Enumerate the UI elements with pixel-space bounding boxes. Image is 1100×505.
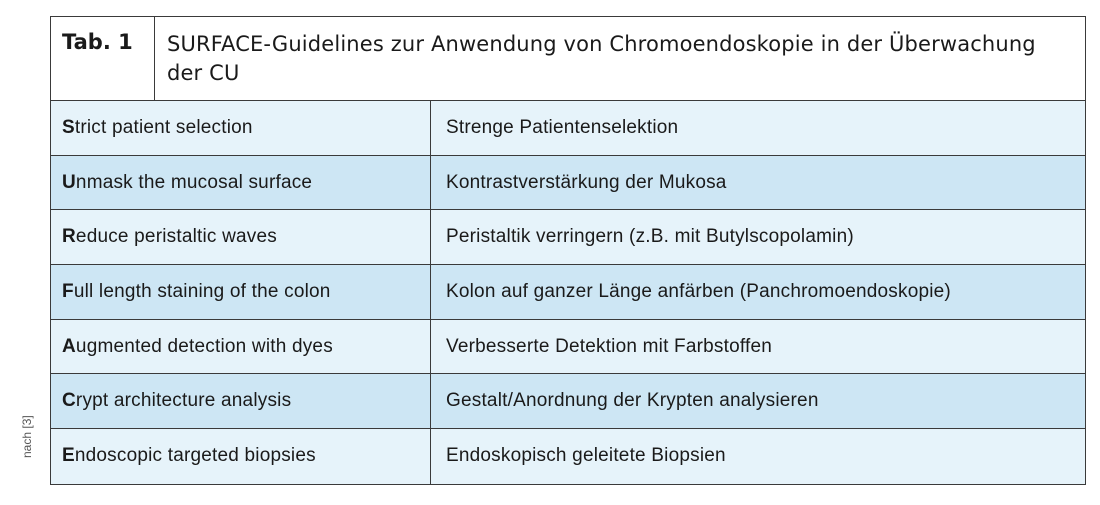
table-row — [51, 320, 1085, 375]
english-term — [51, 210, 431, 264]
table-row — [51, 210, 1085, 265]
english-term-text: nmask the mucosal surface — [75, 171, 313, 193]
german-term: Strenge Patientenselektion — [446, 116, 679, 138]
german-term: Verbesserte Detektion mit Farbstoffen — [446, 335, 772, 357]
table-row — [51, 374, 1085, 429]
english-term — [51, 429, 431, 484]
acronym-letter: R — [62, 226, 76, 248]
table-header — [51, 17, 1085, 101]
english-term-text: ndoscopic targeted biopsies — [74, 445, 316, 467]
table-row — [51, 156, 1085, 211]
acronym-letter: A — [62, 335, 76, 357]
english-term-text: ull length staining of the colon — [73, 280, 331, 302]
acronym-letter: E — [62, 445, 75, 467]
english-term-text: educe peristaltic waves — [75, 226, 277, 248]
table-row — [51, 265, 1085, 320]
acronym-letter: S — [62, 116, 75, 138]
german-term: Kontrastverstärkung der Mukosa — [446, 171, 727, 193]
english-term-text: ugmented detection with dyes — [75, 335, 333, 357]
table-title: SURFACE-Guidelines zur Anwendung von Chromoendoskopie in der Überwachung der CU — [167, 32, 1036, 85]
german-term: Gestalt/Anordnung der Krypten analysieren — [446, 390, 819, 412]
table-row — [51, 101, 1085, 156]
english-term-text: trict patient selection — [74, 116, 253, 138]
table-row — [51, 429, 1085, 484]
english-term — [51, 156, 431, 210]
german-term: Endoskopisch geleitete Biopsien — [446, 445, 726, 467]
surface-guidelines-table — [50, 16, 1086, 485]
acronym-letter: C — [62, 390, 76, 412]
english-term — [51, 101, 431, 155]
acronym-letter: F — [62, 280, 74, 302]
german-term: Kolon auf ganzer Länge anfärben (Panchromoendoskopie) — [446, 280, 951, 302]
source-note: nach [3] — [20, 415, 34, 458]
english-term — [51, 320, 431, 374]
english-term — [51, 265, 431, 319]
acronym-letter: U — [62, 171, 76, 193]
english-term-text: rypt architecture analysis — [75, 390, 292, 412]
table-label: Tab. 1 — [51, 17, 155, 100]
german-term: Peristaltik verringern (z.B. mit Butylscopolamin) — [446, 226, 854, 248]
english-term — [51, 374, 431, 428]
